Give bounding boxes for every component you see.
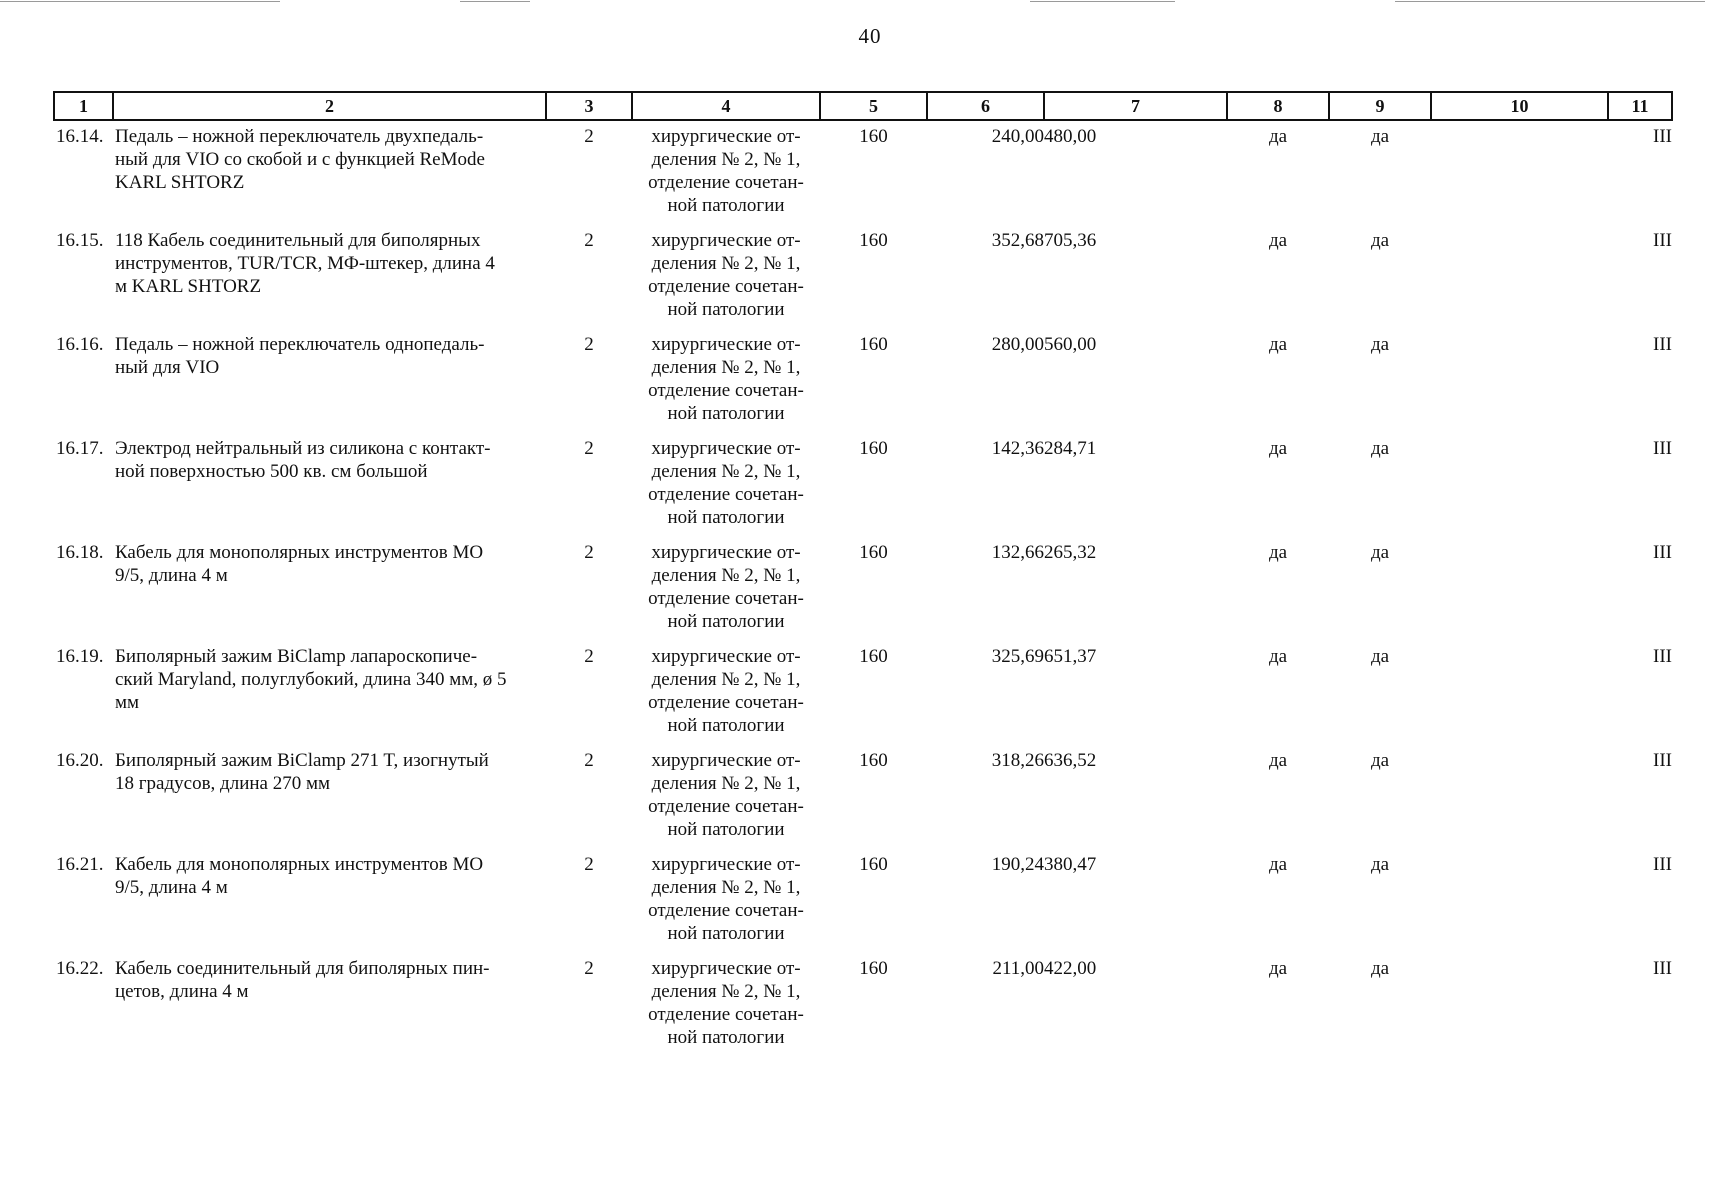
table-row (54, 533, 1672, 637)
table-row (54, 221, 1672, 325)
table-row (54, 429, 1672, 533)
column10-cell (1431, 120, 1608, 221)
column-header: 5 (820, 92, 927, 120)
scan-artifact-line (1030, 1, 1175, 2)
column5-cell: 160 (859, 750, 888, 771)
price-cell: 280,00 (991, 334, 1044, 355)
class-cell: III (1653, 854, 1672, 875)
column9-cell: да (1370, 646, 1390, 667)
column-header: 1 (54, 92, 113, 120)
column10-cell (1431, 845, 1608, 949)
department-cell: хирургические от- деления № 2, № 1, отделение сочетан- ной патологии (648, 958, 804, 1048)
column-header: 7 (1044, 92, 1227, 120)
scan-artifact-line (460, 1, 530, 2)
quantity-cell: 2 (584, 854, 594, 875)
column-header: 9 (1329, 92, 1431, 120)
column8-cell: да (1268, 334, 1288, 355)
price-cell: 352,68 (991, 230, 1044, 251)
item-description (54, 437, 546, 483)
price-cell: 211,00 (992, 958, 1044, 979)
class-cell: III (1653, 750, 1672, 771)
header-row (54, 92, 1672, 120)
price-cell: 142,36 (991, 438, 1044, 459)
department-cell: хирургические от- деления № 2, № 1, отделение сочетан- ной патологии (648, 750, 804, 840)
column9-cell: да (1370, 438, 1390, 459)
department-cell: хирургические от- деления № 2, № 1, отделение сочетан- ной патологии (648, 230, 804, 320)
class-cell: III (1653, 230, 1672, 251)
item-description (54, 853, 546, 899)
table-row (54, 120, 1672, 221)
sum-cell: 265,32 (1044, 542, 1097, 563)
quantity-cell: 2 (584, 958, 594, 979)
scan-artifact-line (0, 1, 280, 2)
column5-cell: 160 (859, 854, 888, 875)
item-number: 16.16. (56, 334, 104, 355)
item-name: Педаль – ножной переключатель однопедаль- ный для VIO (115, 334, 485, 378)
column-header: 6 (927, 92, 1044, 120)
column9-cell: да (1370, 126, 1390, 147)
item-description (54, 645, 546, 714)
item-number: 16.21. (56, 854, 104, 875)
table-row (54, 949, 1672, 1053)
table-row (54, 325, 1672, 429)
item-name: Биполярный зажим BiClamp лапароскопиче- ский Maryland, полуглубокий, длина 340 мм, ø 5 мм (115, 646, 507, 713)
sum-cell: 284,71 (1044, 438, 1097, 459)
item-cell (54, 637, 546, 741)
column10-cell (1431, 325, 1608, 429)
column10-cell (1431, 741, 1608, 845)
column8-cell: да (1268, 646, 1288, 667)
column-header: 2 (113, 92, 546, 120)
department-cell: хирургические от- деления № 2, № 1, отделение сочетан- ной патологии (648, 542, 804, 632)
sum-cell: 380,47 (1044, 854, 1097, 875)
column8-cell: да (1268, 854, 1288, 875)
item-cell (54, 429, 546, 533)
column8-cell: да (1268, 230, 1288, 251)
column5-cell: 160 (859, 230, 888, 251)
sum-cell: 422,00 (1044, 958, 1097, 979)
column9-cell: да (1370, 230, 1390, 251)
item-cell (54, 221, 546, 325)
class-cell: III (1653, 646, 1672, 667)
item-description (54, 541, 546, 587)
sum-cell: 636,52 (1044, 750, 1097, 771)
column5-cell: 160 (859, 438, 888, 459)
table-header (54, 92, 1672, 120)
item-number: 16.15. (56, 230, 104, 251)
item-description (54, 749, 546, 795)
column10-cell (1431, 429, 1608, 533)
column8-cell: да (1268, 126, 1288, 147)
item-description (54, 333, 546, 379)
item-name: Биполярный зажим BiClamp 271 T, изогнутый 18 градусов, длина 270 мм (115, 750, 489, 794)
column10-cell (1431, 949, 1608, 1053)
item-name: Кабель соединительный для биполярных пин- цетов, длина 4 м (115, 958, 490, 1002)
quantity-cell: 2 (584, 126, 594, 147)
item-name: Педаль – ножной переключатель двухпедаль- ный для VIO со скобой и с функцией ReMode KARL SHTORZ (115, 126, 485, 193)
column5-cell: 160 (859, 646, 888, 667)
column8-cell: да (1268, 958, 1288, 979)
item-cell (54, 949, 546, 1053)
column5-cell: 160 (859, 542, 888, 563)
column-header: 10 (1431, 92, 1608, 120)
department-cell: хирургические от- деления № 2, № 1, отделение сочетан- ной патологии (648, 334, 804, 424)
item-cell (54, 533, 546, 637)
column10-cell (1431, 221, 1608, 325)
item-number: 16.14. (56, 126, 104, 147)
class-cell: III (1653, 438, 1672, 459)
sum-cell: 651,37 (1044, 646, 1097, 667)
item-description (54, 957, 546, 1003)
table-body (54, 120, 1672, 1053)
item-number: 16.19. (56, 646, 104, 667)
column8-cell: да (1268, 438, 1288, 459)
item-number: 16.22. (56, 958, 104, 979)
price-cell: 240,00 (991, 126, 1044, 147)
column-header: 3 (546, 92, 632, 120)
column5-cell: 160 (859, 334, 888, 355)
sum-cell: 560,00 (1044, 334, 1097, 355)
page-number: 40 (858, 24, 882, 48)
item-description (54, 125, 546, 194)
item-cell (54, 845, 546, 949)
quantity-cell: 2 (584, 646, 594, 667)
column9-cell: да (1370, 750, 1390, 771)
department-cell: хирургические от- деления № 2, № 1, отделение сочетан- ной патологии (648, 646, 804, 736)
item-number: 16.18. (56, 542, 104, 563)
column5-cell: 160 (859, 126, 888, 147)
scan-artifact-line (1395, 1, 1705, 2)
table-row (54, 845, 1672, 949)
sum-cell: 480,00 (1044, 126, 1097, 147)
item-number: 16.20. (56, 750, 104, 771)
item-name: Электрод нейтральный из силикона с контакт- ной поверхностью 500 кв. см большой (115, 438, 491, 482)
column-header: 4 (632, 92, 820, 120)
department-cell: хирургические от- деления № 2, № 1, отделение сочетан- ной патологии (648, 438, 804, 528)
item-description (54, 229, 546, 298)
price-cell: 325,69 (991, 646, 1044, 667)
quantity-cell: 2 (584, 542, 594, 563)
column10-cell (1431, 637, 1608, 741)
sum-cell: 705,36 (1044, 230, 1097, 251)
price-cell: 190,24 (991, 854, 1044, 875)
item-name: 118 Кабель соединительный для биполярных инструментов, TUR/TCR, МФ-штекер, длина 4 м KARL SHTORZ (115, 230, 495, 297)
column9-cell: да (1370, 958, 1390, 979)
column-header: 11 (1608, 92, 1672, 120)
table-row (54, 741, 1672, 845)
item-cell (54, 325, 546, 429)
price-cell: 318,26 (991, 750, 1044, 771)
item-cell (54, 741, 546, 845)
column9-cell: да (1370, 854, 1390, 875)
column9-cell: да (1370, 542, 1390, 563)
class-cell: III (1653, 334, 1672, 355)
table-row (54, 637, 1672, 741)
column10-cell (1431, 533, 1608, 637)
column5-cell: 160 (859, 958, 888, 979)
specification-table (53, 91, 1673, 1053)
item-cell (54, 120, 546, 221)
quantity-cell: 2 (584, 230, 594, 251)
class-cell: III (1653, 542, 1672, 563)
item-name: Кабель для монополярных инструментов МО 9/5, длина 4 м (115, 542, 484, 586)
class-cell: III (1653, 126, 1672, 147)
department-cell: хирургические от- деления № 2, № 1, отделение сочетан- ной патологии (648, 126, 804, 216)
department-cell: хирургические от- деления № 2, № 1, отделение сочетан- ной патологии (648, 854, 804, 944)
column8-cell: да (1268, 542, 1288, 563)
column-header: 8 (1227, 92, 1329, 120)
column9-cell: да (1370, 334, 1390, 355)
quantity-cell: 2 (584, 438, 594, 459)
column8-cell: да (1268, 750, 1288, 771)
class-cell: III (1653, 958, 1672, 979)
quantity-cell: 2 (584, 750, 594, 771)
item-number: 16.17. (56, 438, 104, 459)
quantity-cell: 2 (584, 334, 594, 355)
item-name: Кабель для монополярных инструментов МО 9/5, длина 4 м (115, 854, 484, 898)
price-cell: 132,66 (991, 542, 1044, 563)
